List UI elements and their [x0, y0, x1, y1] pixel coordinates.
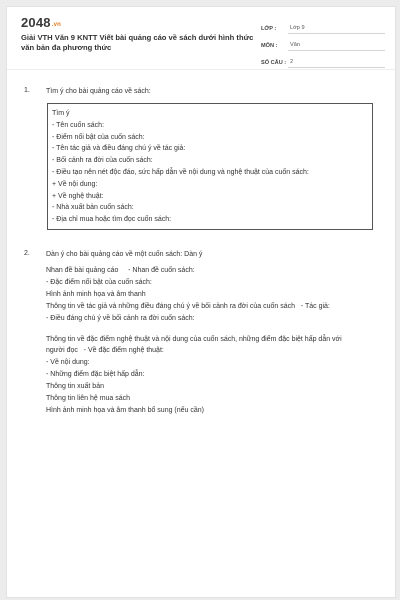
box-line: - Địa chỉ mua hoặc tìm đọc cuốn sách: — [52, 216, 172, 224]
logo-text: 2048 — [21, 15, 51, 30]
document-title: Giải VTH Văn 9 KNTT Viết bài quảng cáo về sách dưới hình thức văn bản đa phương thức — [21, 33, 254, 52]
answer-gap — [46, 325, 381, 334]
box-line: - Điểm nổi bật của cuốn sách: — [52, 133, 145, 141]
question-prompt: Dàn ý cho bài quảng cáo về một cuốn sách: Dàn ý — [46, 250, 203, 258]
answer-line: - Điều đáng chú ý về bối cảnh ra đời cuốn sách: — [46, 314, 195, 322]
meta-row-class — [261, 19, 385, 34]
logo-suffix: .vn — [51, 22, 62, 28]
box-line: - Bối cảnh ra đời của cuốn sách: — [52, 157, 153, 165]
meta-label: SỐ CÂU : — [261, 60, 287, 66]
meta-row-question-count — [261, 53, 385, 68]
answer-line: Hình ảnh minh họa và âm thanh bổ sung (nếu cần) — [46, 406, 204, 414]
answer-line: người đọc - Về đặc điểm nghệ thuật: — [46, 347, 164, 355]
answer-line: Hình ảnh minh họa và âm thanh — [46, 290, 146, 298]
answer-line: - Những điểm đặc biệt hấp dẫn: — [46, 371, 145, 379]
answer-line: Nhan đề bài quảng cáo - Nhan đề cuốn sách: — [46, 266, 195, 274]
answer-line: Thông tin liên hệ mua sách — [46, 395, 131, 403]
box-line: - Nhà xuất bản cuốn sách: — [52, 204, 134, 212]
answer-line: - Về nội dung: — [46, 359, 90, 367]
box-line: Tìm ý — [52, 110, 70, 117]
answer-line: - Đặc điểm nổi bật của cuốn sách: — [46, 278, 152, 286]
question-prompt: Tìm ý cho bài quảng cáo về sách: — [46, 88, 151, 95]
question-1 — [21, 87, 381, 230]
document-content — [21, 87, 381, 417]
meta-info — [261, 19, 385, 70]
answer-line: Thông tin về tác giả và những điều đáng chú ý về bối cảnh ra đời của cuốn sách - Tác giả: — [46, 302, 330, 310]
meta-value: Lớp 9 — [288, 25, 385, 34]
answer-line: Thông tin xuất bản — [46, 383, 104, 391]
answer-text — [46, 265, 381, 417]
document-page — [6, 6, 396, 598]
question-number: 1. — [24, 87, 30, 94]
meta-label: MÔN : — [261, 43, 278, 49]
meta-value: 2 — [288, 59, 385, 68]
question-2 — [21, 250, 381, 417]
box-line: + Về nghệ thuật: — [52, 192, 104, 200]
answer-line: Thông tin về đặc điểm nghệ thuật và nội dung của cuốn sách, những điểm đặc biệt hấp dẫn với — [46, 335, 342, 343]
box-line: - Tên cuốn sách: — [52, 121, 105, 129]
meta-value: Văn — [288, 42, 385, 51]
question-number: 2. — [24, 249, 30, 257]
document-header — [7, 7, 395, 70]
box-line: + Về nội dung: — [52, 180, 98, 188]
box-line: - Tên tác giả và điều đáng chú ý về tác giả: — [52, 145, 186, 153]
site-logo[interactable] — [21, 15, 61, 29]
answer-box — [47, 103, 373, 230]
meta-label: LỚP : — [261, 26, 277, 32]
meta-row-subject — [261, 36, 385, 51]
box-line: - Điều tạo nên nét độc đáo, sức hấp dẫn về nội dung và nghệ thuật của cuốn sách: — [52, 168, 309, 176]
